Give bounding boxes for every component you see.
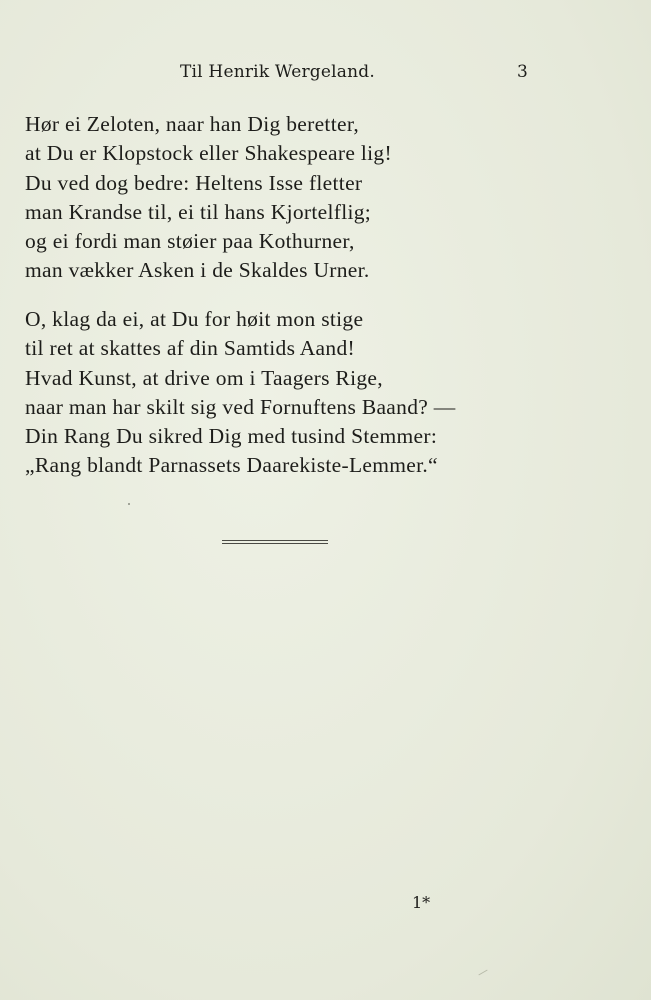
signature-mark: 1*: [412, 893, 431, 912]
end-rule-top: [222, 540, 328, 541]
poem-line: O, klag da ei, at Du for høit mon stige: [25, 307, 364, 331]
paper-speck: [478, 970, 487, 976]
running-title: Til Henrik Wergeland.: [180, 62, 375, 82]
end-rule-bottom: [222, 543, 328, 544]
poem-line: naar man har skilt sig ved Fornuftens Baand? —: [25, 394, 456, 419]
poem-line: og ei fordi man støier paa Kothurner,: [25, 229, 355, 254]
poem-line: Din Rang Du sikred Dig med tusind Stemmer:: [25, 424, 438, 449]
poem-line: „Rang blandt Parnassets Daarekiste-Lemmer.“: [25, 453, 438, 478]
ink-dot: [128, 503, 130, 505]
stanza-1: [25, 110, 392, 286]
poem-line: Du ved dog bedre: Heltens Isse fletter: [25, 170, 363, 195]
poem-line: Hør ei Zeloten, naar han Dig beretter,: [25, 112, 360, 136]
poem-line: til ret at skattes af din Samtids Aand!: [25, 336, 355, 361]
poem-line: Hvad Kunst, at drive om i Taagers Rige,: [25, 365, 383, 390]
running-header: [0, 62, 651, 86]
poem-line: man Krandse til, ei til hans Kjortelflig;: [25, 199, 372, 224]
page-number: 3: [517, 62, 528, 82]
poem-line: man vækker Asken i de Skaldes Urner.: [25, 258, 370, 283]
stanza-2: [25, 305, 456, 481]
poem-line: at Du er Klopstock eller Shakespeare lig!: [25, 141, 392, 166]
